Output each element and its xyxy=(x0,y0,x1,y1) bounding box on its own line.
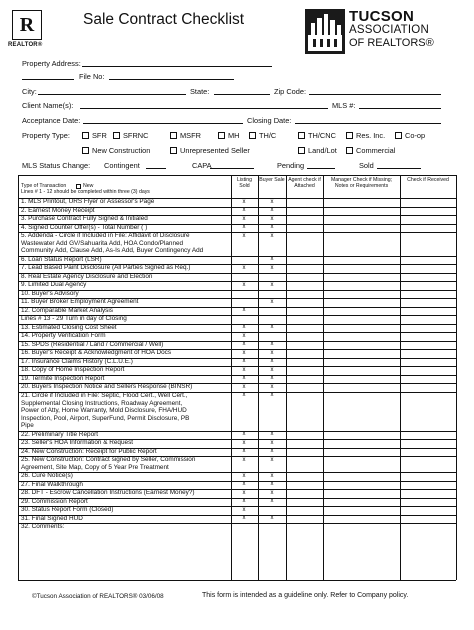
agent-check-cell[interactable] xyxy=(287,341,322,349)
manager-notes-cell[interactable] xyxy=(324,367,399,375)
buyer-sale-mark: x xyxy=(270,439,274,446)
table-row-divider xyxy=(18,232,456,233)
table-row-divider xyxy=(18,366,456,367)
received-check-cell[interactable] xyxy=(401,448,455,456)
mls-no-label: MLS #: xyxy=(332,101,356,110)
new-transaction-label: New xyxy=(83,183,94,189)
checklist-item-29: 28. DFT - Escrow Cancellation Instructions (Earnest Money?) xyxy=(21,489,195,497)
checkbox-new-construction[interactable] xyxy=(82,147,89,154)
agent-check-cell[interactable] xyxy=(287,256,322,264)
agent-check-cell[interactable] xyxy=(287,282,322,290)
checkbox-sfrnc[interactable] xyxy=(113,132,120,139)
table-row-divider xyxy=(18,358,456,359)
checklist-item-continuation: Supplemental Closing Instructions, Roadway Agreement, xyxy=(21,399,183,407)
checklist-item-11: 11. Buyer Broker Employment Agreement xyxy=(21,298,139,306)
association-name-line3: OF REALTORS® xyxy=(349,37,434,49)
manager-notes-cell[interactable] xyxy=(324,333,399,341)
guideline-note: This form is intended as a guideline only. Refer to Company policy. xyxy=(202,592,409,599)
listing-sold-mark: x xyxy=(242,448,246,455)
mls-status-pending-label: Pending xyxy=(277,161,305,170)
buyer-sale-mark: x xyxy=(270,207,274,213)
agent-check-cell[interactable] xyxy=(287,199,322,207)
zip-label: Zip Code: xyxy=(274,87,307,96)
agent-check-cell[interactable] xyxy=(287,233,322,256)
buyer-sale-mark: x xyxy=(270,232,274,239)
agent-check-cell[interactable] xyxy=(287,358,322,366)
listing-sold-mark: x xyxy=(242,332,246,339)
manager-notes-cell[interactable] xyxy=(324,341,399,349)
table-row-divider xyxy=(18,472,456,473)
table-column-divider xyxy=(231,175,232,580)
buyer-sale-mark: x xyxy=(270,448,274,455)
property-type-msfr-label: MSFR xyxy=(180,131,201,140)
received-check-cell[interactable] xyxy=(401,515,455,523)
association-name-line1: TUCSON xyxy=(349,8,415,25)
file-prefix-field[interactable] xyxy=(22,79,74,80)
buyer-sale-header: Buyer Sale xyxy=(259,177,285,183)
buyer-sale-mark: x xyxy=(270,472,274,479)
checklist-item-continuation: Community Add, Clause Add, As-Is Add, Buyer Contingency Add xyxy=(21,247,204,255)
listing-sold-header: Listing Sold xyxy=(237,177,252,189)
received-check-cell[interactable] xyxy=(401,473,455,481)
received-check-cell[interactable] xyxy=(401,358,455,366)
manager-notes-cell[interactable] xyxy=(324,273,399,281)
checklist-item-18: 17. Insurance Claims History (C.L.U.E.) xyxy=(21,357,133,365)
property-type-sfrnc-label: SFRNC xyxy=(123,131,149,140)
checklist-item-2: 2. Earnest Money Receipt xyxy=(21,206,95,214)
copyright-notice: ©Tucson Association of REALTORS® 03/06/08 xyxy=(32,593,164,600)
buyer-sale-mark: x xyxy=(270,383,274,390)
checklist-item-22: 21. Circle if Included in File: Septic, Flood Cert., Well Cert., xyxy=(21,391,188,399)
page-title: Sale Contract Checklist xyxy=(83,11,245,28)
manager-notes-cell[interactable] xyxy=(324,448,399,456)
mls-status-capa-field[interactable] xyxy=(210,168,254,169)
property-type-co-op-label: Co-op xyxy=(405,131,426,140)
manager-notes-cell[interactable] xyxy=(324,216,399,224)
table-row-divider xyxy=(18,207,456,208)
buyer-sale-mark: x xyxy=(270,498,274,505)
listing-sold-mark: x xyxy=(242,439,246,446)
manager-notes-cell[interactable] xyxy=(324,324,399,332)
table-row-divider xyxy=(18,307,456,308)
property-type-th-cnc-label: TH/CNC xyxy=(308,131,336,140)
checklist-item-continuation: Inspection, Pool, Airport, SuperFund, Permit Disclosure, PB xyxy=(21,414,190,422)
lines-1-12-instruction: Lines # 1 - 12 should be completed within three (3) days xyxy=(21,189,150,195)
buyer-sale-mark: x xyxy=(270,375,274,382)
checklist-item-3: 3. Purchase Contract Fully Signed & Initialed xyxy=(21,215,148,223)
property-type-commercial-label: Commercial xyxy=(356,146,396,155)
manager-notes-cell[interactable] xyxy=(324,431,399,439)
table-row-divider xyxy=(18,383,456,384)
property-type-sfr-label: SFR xyxy=(92,131,107,140)
listing-sold-mark: x xyxy=(242,392,246,399)
city-field[interactable] xyxy=(38,94,186,95)
manager-notes-cell[interactable] xyxy=(324,507,399,515)
manager-notes-cell[interactable] xyxy=(324,207,399,215)
table-column-divider xyxy=(286,175,287,580)
table-row-divider xyxy=(18,290,456,291)
file-no-label: File No: xyxy=(79,72,105,81)
manager-notes-cell[interactable] xyxy=(324,307,399,315)
acceptance-date-label: Acceptance Date: xyxy=(22,116,81,125)
received-check-cell[interactable] xyxy=(401,290,455,298)
checklist-item-1: 1. MLS Printout, URS Flyer or Assessor's Page xyxy=(21,198,155,206)
checklist-item-21: 20. Buyers Inspection Notice and Sellers Response (BINSR) xyxy=(21,383,193,391)
agent-check-cell[interactable] xyxy=(287,448,322,456)
agent-check-cell[interactable] xyxy=(287,392,322,430)
checkbox-th-c[interactable] xyxy=(249,132,256,139)
buyer-sale-mark: x xyxy=(270,224,274,230)
table-row-divider xyxy=(18,481,456,482)
received-check-cell[interactable] xyxy=(401,457,455,472)
table-row-divider xyxy=(18,215,456,216)
acceptance-date-field[interactable] xyxy=(83,123,243,124)
manager-notes-cell[interactable] xyxy=(324,290,399,298)
agent-check-cell[interactable] xyxy=(287,498,322,506)
client-names-field[interactable] xyxy=(80,108,328,109)
received-check-cell[interactable] xyxy=(401,256,455,264)
property-type-label: Property Type: xyxy=(22,131,70,140)
agent-check-cell[interactable] xyxy=(287,367,322,375)
buyer-sale-mark: x xyxy=(270,349,274,356)
listing-sold-mark: x xyxy=(242,264,246,271)
buyer-sale-mark: x xyxy=(270,264,274,271)
checklist-item-16: 15. SPDS (Residential / Land / Commercial / Well) xyxy=(21,340,164,348)
listing-sold-mark: x xyxy=(242,481,246,488)
table-row-divider xyxy=(18,332,456,333)
agent-check-cell[interactable] xyxy=(287,265,322,273)
table-row-divider xyxy=(18,256,456,257)
file-no-field[interactable] xyxy=(109,79,234,80)
mls-no-field[interactable] xyxy=(359,108,441,109)
section-heading: Lines # 13 - 29 Turn in day of Closing xyxy=(21,315,127,323)
received-check-cell[interactable] xyxy=(401,440,455,448)
checklist-item-continuation: Pipe xyxy=(21,422,34,430)
listing-sold-mark: x xyxy=(242,358,246,365)
table-row-divider xyxy=(18,515,456,516)
buyer-sale-mark: x xyxy=(270,515,274,522)
received-check-cell[interactable] xyxy=(401,299,455,307)
table-row-divider xyxy=(18,264,456,265)
listing-sold-mark: x xyxy=(242,472,246,479)
buyer-sale-mark: x xyxy=(270,324,274,331)
listing-sold-mark: x xyxy=(242,383,246,390)
property-address-label: Property Address: xyxy=(22,59,81,68)
table-column-divider xyxy=(18,175,19,580)
received-check-cell[interactable] xyxy=(401,307,455,315)
checklist-item-23: 22. Preliminary Title Report xyxy=(21,430,99,438)
buyer-sale-mark: x xyxy=(270,481,274,488)
listing-sold-mark: x xyxy=(242,456,246,463)
buyer-sale-mark: x xyxy=(270,341,274,348)
checklist-item-6: 6. Loan Status Report (LSR) xyxy=(21,255,102,263)
listing-sold-mark: x xyxy=(242,215,246,222)
checklist-item-continuation: Power of Atty, Home Warranty, Mold Disclosure, FHA/HUD xyxy=(21,407,187,415)
manager-notes-cell[interactable] xyxy=(324,299,399,307)
received-check-cell[interactable] xyxy=(401,350,455,358)
buyer-sale-mark: x xyxy=(270,366,274,373)
buyer-sale-mark: x xyxy=(270,256,274,263)
buyer-sale-mark: x xyxy=(270,358,274,365)
type-of-transaction-label: Type of Transaction xyxy=(21,183,67,189)
mls-status-contingent-label: Contingent xyxy=(104,161,140,170)
mls-status-sold-field[interactable] xyxy=(377,168,421,169)
checklist-item-24: 23. Seller's HOA Information & Request xyxy=(21,439,134,447)
table-row-divider xyxy=(18,439,456,440)
table-row-divider xyxy=(18,431,456,432)
property-address-field[interactable] xyxy=(82,66,272,67)
table-row-divider xyxy=(18,448,456,449)
checklist-item-28: 27. Final Walkthrough xyxy=(21,480,83,488)
table-row-divider xyxy=(18,324,456,325)
association-emblem xyxy=(305,9,345,54)
manager-notes-cell[interactable] xyxy=(324,515,399,523)
table-column-divider xyxy=(323,175,324,580)
manager-notes-cell[interactable] xyxy=(324,481,399,489)
checklist-item-20: 19. Termite Inspection Report xyxy=(21,374,105,382)
table-row-divider xyxy=(18,175,456,176)
received-check-cell[interactable] xyxy=(401,265,455,273)
mls-status-capa-label: CAPA xyxy=(192,161,212,170)
table-row-divider xyxy=(18,341,456,342)
buyer-sale-mark: x xyxy=(270,392,274,399)
listing-sold-mark: x xyxy=(242,341,246,348)
checklist-item-25: 24. New Construction: Receipt for Public Report xyxy=(21,447,157,455)
manager-notes-cell[interactable] xyxy=(324,282,399,290)
property-type-unrepresented-seller-label: Unrepresented Seller xyxy=(180,146,250,155)
table-row-divider xyxy=(18,489,456,490)
agent-check-cell[interactable] xyxy=(287,299,322,307)
realtor-wordmark: REALTOR® xyxy=(8,42,43,48)
association-name-line2: ASSOCIATION xyxy=(349,24,429,36)
buyer-sale-mark: x xyxy=(270,456,274,463)
checklist-item-32: 31. Final Signed HUD xyxy=(21,514,83,522)
checklist-item-continuation: Agreement, Site Map, Copy of 5 Year Pre Treatment xyxy=(21,463,169,471)
manager-notes-cell[interactable] xyxy=(324,224,399,232)
listing-sold-mark: x xyxy=(242,324,246,331)
listing-sold-mark: x xyxy=(242,375,246,382)
agent-check-cell[interactable] xyxy=(287,216,322,224)
checkbox-land-lot[interactable] xyxy=(298,147,305,154)
property-type-mh-label: MH xyxy=(228,131,240,140)
manager-notes-cell[interactable] xyxy=(324,490,399,498)
checkbox-th-cnc[interactable] xyxy=(298,132,305,139)
table-row-divider xyxy=(18,392,456,393)
table-column-divider xyxy=(258,175,259,580)
checklist-item-4: 4. Signed Counter Offer(s) - Total Number ( ) xyxy=(21,223,148,231)
received-check-cell[interactable] xyxy=(401,199,455,207)
checklist-item-7: 7. Lead Based Paint Disclosure (All Parties Signed as Req.) xyxy=(21,264,191,272)
check-received-header: Check if Received xyxy=(407,177,449,183)
checkbox-msfr[interactable] xyxy=(170,132,177,139)
buyer-sale-mark: x xyxy=(270,489,274,496)
agent-check-cell[interactable] xyxy=(287,273,322,281)
checkbox-sfr[interactable] xyxy=(82,132,89,139)
table-row-divider xyxy=(18,281,456,282)
state-field[interactable] xyxy=(214,94,270,95)
table-row-divider xyxy=(18,298,456,299)
listing-sold-mark: x xyxy=(242,506,246,513)
zip-field[interactable] xyxy=(309,94,441,95)
agent-check-cell[interactable] xyxy=(287,490,322,498)
checklist-item-26: 25. New Construction: Contract signed by Seller, Commission xyxy=(21,456,196,464)
table-row-divider xyxy=(18,580,456,581)
listing-sold-mark: x xyxy=(242,198,246,205)
checklist-item-19: 18. Copy of Home Inspection Report xyxy=(21,366,125,374)
agent-check-cell[interactable] xyxy=(287,375,322,383)
property-type-land-lot-label: Land/Lot xyxy=(308,146,337,155)
listing-sold-mark: x xyxy=(242,207,246,213)
table-row-divider xyxy=(18,273,456,274)
checkbox-unrepresented-seller[interactable] xyxy=(170,147,177,154)
agent-check-cell[interactable] xyxy=(287,473,322,481)
checklist-item-31: 30. Status Report Form (Closed) xyxy=(21,506,114,514)
city-label: City: xyxy=(22,87,37,96)
table-row-divider xyxy=(18,224,456,225)
buyer-sale-mark: x xyxy=(270,198,274,205)
mls-status-contingent-field[interactable] xyxy=(146,168,166,169)
table-row-divider xyxy=(18,506,456,507)
checklist-item-12: 12. Comparable Market Analysis xyxy=(21,306,113,314)
manager-notes-cell[interactable] xyxy=(324,256,399,264)
manager-notes-cell[interactable] xyxy=(324,358,399,366)
state-label: State: xyxy=(190,87,210,96)
received-check-cell[interactable] xyxy=(401,498,455,506)
table-column-divider xyxy=(456,175,457,580)
checkbox-mh[interactable] xyxy=(218,132,225,139)
table-row-divider xyxy=(18,456,456,457)
listing-sold-mark: x xyxy=(242,431,246,438)
received-check-cell[interactable] xyxy=(401,341,455,349)
manager-notes-cell[interactable] xyxy=(324,473,399,481)
buyer-sale-mark: x xyxy=(270,431,274,438)
agent-check-cell[interactable] xyxy=(287,350,322,358)
checklist-item-10: 10. Buyer's Advisory xyxy=(21,289,79,297)
agent-check-header: Agent check if Attached xyxy=(288,177,321,189)
property-type-th-c-label: TH/C xyxy=(259,131,277,140)
mls-status-label: MLS Status Change: xyxy=(22,161,91,170)
agent-check-cell[interactable] xyxy=(287,333,322,341)
checklist-item-9: 9. Limited Dual Agency xyxy=(21,281,87,289)
agent-check-cell[interactable] xyxy=(287,384,322,392)
checklist-item-17: 16. Buyer's Receipt & Acknowledgment of HOA Docs xyxy=(21,349,172,357)
checklist-item-15: 14. Property Verification Form xyxy=(21,332,106,340)
listing-sold-mark: x xyxy=(242,498,246,505)
agent-check-cell[interactable] xyxy=(287,440,322,448)
received-check-cell[interactable] xyxy=(401,431,455,439)
manager-notes-cell[interactable] xyxy=(324,350,399,358)
checklist-item-30: 29. Commission Report xyxy=(21,497,88,505)
received-check-cell[interactable] xyxy=(401,490,455,498)
agent-check-cell[interactable] xyxy=(287,515,322,523)
mls-status-pending-field[interactable] xyxy=(307,168,335,169)
listing-sold-mark: x xyxy=(242,232,246,239)
listing-sold-mark: x xyxy=(242,224,246,230)
buyer-sale-mark: x xyxy=(270,281,274,288)
agent-check-cell[interactable] xyxy=(287,224,322,232)
received-check-cell[interactable] xyxy=(401,507,455,515)
property-type-res-inc-label: Res. Inc. xyxy=(356,131,386,140)
checklist-item-8: 8. Real Estate Agency Disclosure and Election xyxy=(21,272,153,280)
listing-sold-mark: x xyxy=(242,349,246,356)
manager-notes-cell[interactable] xyxy=(324,384,399,392)
agent-check-cell[interactable] xyxy=(287,431,322,439)
received-check-cell[interactable] xyxy=(401,481,455,489)
table-row-divider xyxy=(18,315,456,316)
table-row-divider xyxy=(18,375,456,376)
manager-check-header: Manager Check if Missing; Notes or Requirements xyxy=(330,177,393,189)
received-check-cell[interactable] xyxy=(401,375,455,383)
agent-check-cell[interactable] xyxy=(287,207,322,215)
table-row-divider xyxy=(18,349,456,350)
manager-notes-cell[interactable] xyxy=(324,199,399,207)
received-check-cell[interactable] xyxy=(401,384,455,392)
client-names-label: Client Name(s): xyxy=(22,101,74,110)
realtor-logo xyxy=(12,10,42,40)
closing-date-label: Closing Date: xyxy=(247,116,292,125)
received-check-cell[interactable] xyxy=(401,333,455,341)
buyer-sale-mark: x xyxy=(270,298,274,305)
table-column-divider xyxy=(400,175,401,580)
buyer-sale-mark: x xyxy=(270,215,274,222)
checklist-item-14: 13. Estimated Closing Cost Sheet xyxy=(21,323,117,331)
table-row-divider xyxy=(18,523,456,524)
checklist-item-33: 32. Comments: xyxy=(21,523,65,531)
realtor-mark: R xyxy=(19,13,35,36)
manager-notes-cell[interactable] xyxy=(324,498,399,506)
checkbox-res-inc[interactable] xyxy=(346,132,353,139)
received-check-cell[interactable] xyxy=(401,233,455,256)
agent-check-cell[interactable] xyxy=(287,290,322,298)
received-check-cell[interactable] xyxy=(401,367,455,375)
checklist-item-27: 26. Cure Notice(s) xyxy=(21,472,73,480)
agent-check-cell[interactable] xyxy=(287,507,322,515)
agent-check-cell[interactable] xyxy=(287,307,322,315)
received-check-cell[interactable] xyxy=(401,216,455,224)
agent-check-cell[interactable] xyxy=(287,481,322,489)
manager-notes-cell[interactable] xyxy=(324,375,399,383)
listing-sold-mark: x xyxy=(242,515,246,522)
closing-date-field[interactable] xyxy=(295,123,441,124)
received-check-cell[interactable] xyxy=(401,207,455,215)
manager-notes-cell[interactable] xyxy=(324,265,399,273)
agent-check-cell[interactable] xyxy=(287,457,322,472)
listing-sold-mark: x xyxy=(242,489,246,496)
mls-status-sold-label: Sold xyxy=(359,161,374,170)
received-check-cell[interactable] xyxy=(401,273,455,281)
received-check-cell[interactable] xyxy=(401,324,455,332)
manager-notes-cell[interactable] xyxy=(324,440,399,448)
checkbox-co-op[interactable] xyxy=(395,132,402,139)
manager-notes-cell[interactable] xyxy=(324,392,399,430)
table-row-divider xyxy=(18,498,456,499)
listing-sold-mark: x xyxy=(242,366,246,373)
manager-notes-cell[interactable] xyxy=(324,457,399,472)
received-check-cell[interactable] xyxy=(401,392,455,430)
received-check-cell[interactable] xyxy=(401,224,455,232)
checkbox-commercial[interactable] xyxy=(346,147,353,154)
listing-sold-mark: x xyxy=(242,307,246,314)
manager-notes-cell[interactable] xyxy=(324,233,399,256)
agent-check-cell[interactable] xyxy=(287,324,322,332)
table-row-divider xyxy=(18,198,456,199)
property-type-new-construction-label: New Construction xyxy=(92,146,151,155)
checklist-item-5: 5. Addenda - Circle if Included in File: Affidavit of Disclosure xyxy=(21,232,190,240)
checklist-item-continuation: Wastewater Add GV/Sahuarita Add, HOA Condo/Planned xyxy=(21,239,184,247)
listing-sold-mark: x xyxy=(242,281,246,288)
received-check-cell[interactable] xyxy=(401,282,455,290)
